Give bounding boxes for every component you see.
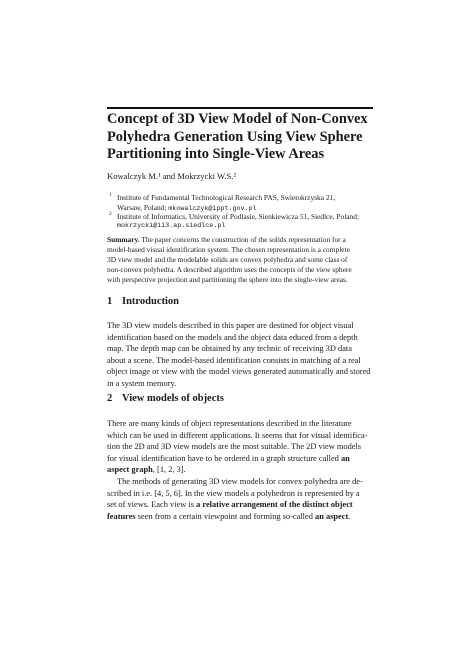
email-link[interactable]: mokrzycki@ii3.ap.siedlce.pl [117, 221, 226, 230]
affiliation-2 [107, 212, 377, 231]
summary-abstract [107, 235, 374, 285]
summary-line [107, 235, 374, 245]
body-text: seen from a certain viewpoint and forming so-called [137, 511, 313, 521]
affiliation-number: 2 [109, 211, 112, 217]
bold-term: a relative arrangement of the distinct object [196, 500, 353, 510]
affiliation-number: 1 [109, 192, 112, 198]
body-line: The 3D view models described in this paper are destined for object visual [107, 321, 354, 330]
bold-term: an aspect [315, 511, 349, 521]
summary-text: The paper concerns the construction of the solids representation for a [141, 235, 346, 244]
affiliation-text: Warsaw, Poland; [117, 202, 167, 212]
section-heading-introduction [107, 296, 179, 307]
body-line: The methods of generating 3D view models for convex polyhedra are de- [117, 476, 363, 486]
body-text: . [348, 511, 351, 521]
bold-term: an [340, 453, 350, 463]
body-line: object image or view with the model views generated automatically and stored [107, 367, 371, 377]
body-line: scribed in i.e. [4, 5, 6]. In the view models a polyhedron is represented by a [107, 488, 360, 498]
email-link[interactable]: mkowalczyk@ippt.gov.pl [168, 204, 257, 213]
summary-line: with perspective projection and partitioning the sphere into the single-view areas. [107, 275, 348, 284]
author-list: Kowalczyk M.¹ and Mokrzycki W.S.² [107, 171, 237, 181]
body-line: which can be used in different applications. It seems that for visual identifica- [107, 430, 368, 440]
bold-term: aspect graph [107, 465, 153, 475]
body-line [107, 453, 375, 465]
summary-label: Summary. [107, 235, 140, 244]
body-line: about a scene. The model-based identification consists in matching of a real [107, 355, 361, 365]
affiliation-1 [107, 193, 377, 214]
body-line [107, 464, 375, 476]
body-line: identification based on the models and the object data educed from a depth [107, 332, 358, 342]
body-line [107, 499, 375, 511]
body-line: tion the 2D and 3D view models are the most suitable. The 2D view models [107, 442, 362, 452]
section-title: View models of objects [122, 393, 224, 404]
title-line: Partitioning into Single-View Areas [107, 146, 325, 162]
bold-term: features [107, 511, 136, 521]
body-line [107, 511, 375, 523]
affiliation-line: Institute of Fundamental Technological Research PAS, Swietokrzyska 21, [117, 193, 336, 202]
summary-line: non-convex polyhedra. A described algorithm uses the concepts of the view sphere [107, 265, 352, 274]
section-number: 2 [107, 393, 113, 404]
citation-text: , [1, 2, 3]. [152, 465, 186, 475]
section-number: 1 [107, 296, 113, 307]
title-line: Concept of 3D View Model of Non-Convex [107, 111, 368, 127]
view-models-paragraph-1 [107, 418, 375, 522]
section-heading-view-models [107, 393, 224, 404]
title-line: Polyhedra Generation Using View Sphere [107, 128, 363, 145]
top-rule [107, 107, 373, 109]
paper-title [107, 111, 377, 164]
body-line: map. The depth map can be obtained by any technic of receiving 3D data [107, 344, 352, 354]
affiliation-line: Institute of Informatics, University of Podlasie, Sienkiewicza 51, Siedlce, Poland; [117, 212, 359, 221]
body-text: for visual identification have to be ordered in a graph structure called [107, 453, 339, 463]
body-text: set of views. Each view is [107, 500, 194, 510]
section-title: Introduction [122, 296, 179, 307]
body-line: in a system memory. [107, 378, 177, 388]
body-line: There are many kinds of object representations described in the literature [107, 419, 352, 428]
summary-line: 3D view model and the modelable solids are convex polyhedra and some class of [107, 255, 348, 264]
introduction-paragraph [107, 320, 375, 390]
summary-line: model-based visual identification system. The chosen representation is a complete [107, 245, 350, 254]
